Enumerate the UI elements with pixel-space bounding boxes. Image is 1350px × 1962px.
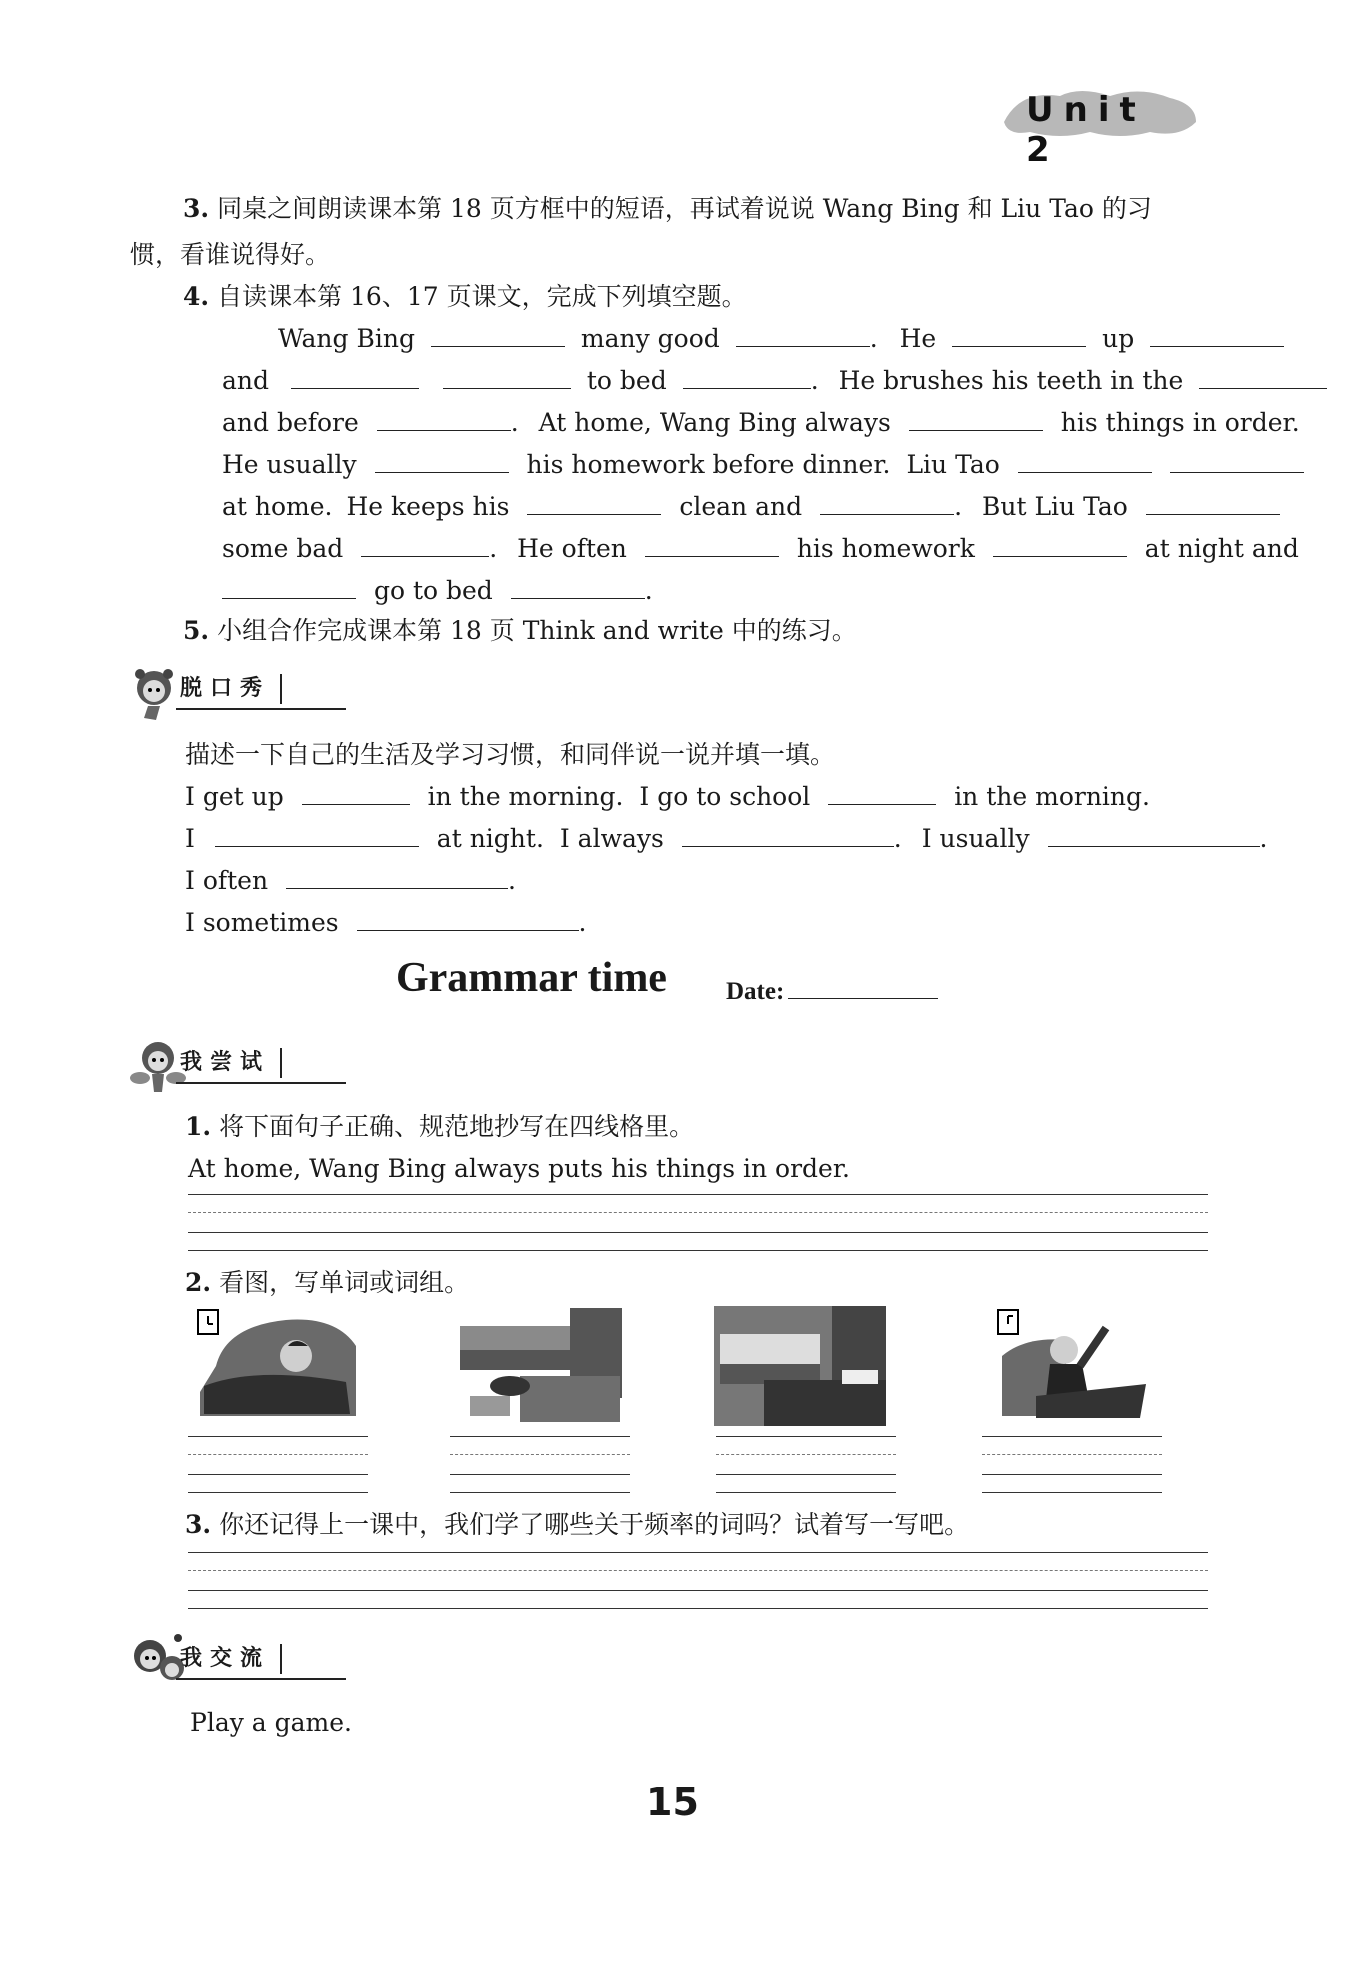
blank-field[interactable] xyxy=(286,864,508,889)
cartoon-girl-icon xyxy=(128,660,184,724)
exchange-text: Play a game. xyxy=(190,1708,352,1737)
writing-line xyxy=(188,1590,1208,1591)
blank-field[interactable] xyxy=(361,532,489,557)
q4-text: his things in order. xyxy=(1060,408,1300,437)
blank-field[interactable] xyxy=(1146,490,1280,515)
try-q1-text: 将下面句子正确、规范地抄写在四线格里。 xyxy=(219,1112,695,1141)
try-q3-row xyxy=(185,1508,969,1542)
talk-text: in the morning. xyxy=(427,782,624,811)
blank-field[interactable] xyxy=(215,822,419,847)
blank-field[interactable] xyxy=(1199,364,1327,389)
blank-field[interactable] xyxy=(1048,822,1260,847)
q4-row4 xyxy=(222,448,1304,482)
q4-text: at night and xyxy=(1144,534,1299,563)
grammar-time-title: Grammar time xyxy=(396,955,667,1001)
unit-badge xyxy=(1000,86,1200,170)
period: . xyxy=(810,366,819,395)
period: . xyxy=(510,408,519,437)
talk-show-header xyxy=(128,660,368,710)
q4-text: He often xyxy=(517,534,627,563)
q4-text: up xyxy=(1102,324,1135,353)
q4-text: to bed xyxy=(586,366,667,395)
blank-field[interactable] xyxy=(993,532,1127,557)
writing-line xyxy=(188,1552,1208,1553)
talk-row1 xyxy=(185,780,1150,814)
try-q1-row xyxy=(185,1110,694,1144)
picture-messy-room xyxy=(450,1306,626,1426)
blank-field[interactable] xyxy=(736,322,870,347)
picture-boy-getting-up xyxy=(996,1306,1156,1426)
blank-field[interactable] xyxy=(431,322,565,347)
q4-row1 xyxy=(278,322,1284,356)
cartoon-kids-icon xyxy=(128,1630,188,1696)
writing-line xyxy=(188,1194,1208,1195)
blank-field[interactable] xyxy=(820,490,954,515)
talk-text: I xyxy=(185,824,195,853)
q4-text: his homework xyxy=(796,534,975,563)
try-q2-row xyxy=(185,1266,469,1300)
section-underline xyxy=(176,708,346,710)
q3-line1 xyxy=(183,192,1152,226)
blank-field[interactable] xyxy=(222,574,356,599)
blank-field[interactable] xyxy=(1170,448,1304,473)
writing-line xyxy=(188,1232,1208,1233)
period: . xyxy=(869,324,878,353)
q4-text: But Liu Tao xyxy=(981,492,1128,521)
q4-row7 xyxy=(222,574,653,608)
q4-row6 xyxy=(222,532,1299,566)
q4-text: at home. xyxy=(222,492,333,521)
try-label: 我尝试 xyxy=(180,1048,282,1078)
date-label: Date: xyxy=(726,978,785,1005)
q3-number: 3. xyxy=(183,194,210,223)
blank-field[interactable] xyxy=(909,406,1043,431)
try-q1-number: 1. xyxy=(185,1112,212,1141)
try-header xyxy=(128,1034,368,1084)
talk-text: at night. xyxy=(436,824,544,853)
try-q3-text: 你还记得上一课中，我们学了哪些关于频率的词吗？试着写一写吧。 xyxy=(219,1510,970,1539)
q4-text: and before xyxy=(222,408,359,437)
q4-row2 xyxy=(222,364,1327,398)
q4-text: clean and xyxy=(679,492,803,521)
blank-field[interactable] xyxy=(952,322,1086,347)
q4-text: He xyxy=(899,324,937,353)
talk-row2 xyxy=(185,822,1267,856)
period: . xyxy=(1259,824,1268,853)
blank-field[interactable] xyxy=(828,780,936,805)
q5-row xyxy=(183,614,857,648)
picture-boy-in-bed xyxy=(196,1306,366,1426)
talk-row3 xyxy=(185,864,516,898)
q4-text: some bad xyxy=(222,534,344,563)
section-underline xyxy=(176,1678,346,1680)
try-q1-sentence: At home, Wang Bing always puts his things in order. xyxy=(188,1154,850,1183)
blank-field[interactable] xyxy=(377,406,511,431)
period: . xyxy=(954,492,963,521)
date-field[interactable] xyxy=(788,974,938,999)
period: . xyxy=(578,908,587,937)
section-underline xyxy=(176,1082,346,1084)
q4-text: and xyxy=(222,366,270,395)
q4-text: He usually xyxy=(222,450,357,479)
q3-line2: 惯，看谁说得好。 xyxy=(130,240,331,269)
blank-field[interactable] xyxy=(1018,448,1152,473)
talk-show-intro: 描述一下自己的生活及学习习惯，和同伴说一说并填一填。 xyxy=(185,740,836,769)
try-q2-number: 2. xyxy=(185,1268,212,1297)
blank-field[interactable] xyxy=(357,906,579,931)
writing-line xyxy=(188,1250,1208,1251)
talk-text: I always xyxy=(559,824,664,853)
talk-text: I often xyxy=(185,866,269,895)
q4-row5 xyxy=(222,490,1280,524)
blank-field[interactable] xyxy=(645,532,779,557)
writing-line xyxy=(188,1212,1208,1213)
q4-text: many good xyxy=(580,324,720,353)
writing-line xyxy=(188,1570,1208,1571)
q4-text: Liu Tao xyxy=(906,450,1000,479)
blank-field[interactable] xyxy=(1150,322,1284,347)
try-q2-text: 看图，写单词或词组。 xyxy=(219,1268,470,1297)
cartoon-bee-girl-icon xyxy=(128,1034,188,1104)
q4-text: his homework before dinner. xyxy=(526,450,891,479)
q5-number: 5. xyxy=(183,616,210,645)
q4-instruction-row xyxy=(183,280,747,314)
q5-text: 小组合作完成课本第 18 页 Think and write 中的练习。 xyxy=(217,616,857,645)
blank-field[interactable] xyxy=(291,364,419,389)
blank-field[interactable] xyxy=(302,780,410,805)
picture-tidy-room xyxy=(714,1306,886,1426)
talk-text: I sometimes xyxy=(185,908,339,937)
q4-row3 xyxy=(222,406,1300,440)
q4-text: He keeps his xyxy=(346,492,510,521)
talk-text: I usually xyxy=(921,824,1030,853)
period: . xyxy=(893,824,902,853)
period: . xyxy=(508,866,516,895)
q4-text: At home, Wang Bing always xyxy=(538,408,891,437)
unit-label: Unit 2 xyxy=(1026,90,1146,170)
blank-field[interactable] xyxy=(527,490,661,515)
q4-text: go to bed xyxy=(373,576,493,605)
date-row xyxy=(726,974,938,1006)
q4-instruction: 自读课本第 16、17 页课文，完成下列填空题。 xyxy=(217,282,747,311)
exchange-header xyxy=(128,1630,368,1680)
q4-number: 4. xyxy=(183,282,210,311)
talk-text: I get up xyxy=(185,782,284,811)
blank-field[interactable] xyxy=(443,364,571,389)
talk-show-label: 脱口秀 xyxy=(180,674,282,704)
period: . xyxy=(644,576,653,605)
talk-text: I go to school xyxy=(639,782,811,811)
page-number: 15 xyxy=(646,1780,699,1824)
period: . xyxy=(489,534,498,563)
blank-field[interactable] xyxy=(375,448,509,473)
try-q3-number: 3. xyxy=(185,1510,212,1539)
exchange-label: 我交流 xyxy=(180,1644,282,1674)
q4-text: He brushes his teeth in the xyxy=(838,366,1184,395)
blank-field[interactable] xyxy=(511,574,645,599)
blank-field[interactable] xyxy=(683,364,811,389)
q4-text: Wang Bing xyxy=(278,324,415,353)
blank-field[interactable] xyxy=(682,822,894,847)
talk-text: in the morning. xyxy=(954,782,1150,811)
q3-text-line1: 同桌之间朗读课本第 18 页方框中的短语，再试着说说 Wang Bing 和 Liu Tao 的习 xyxy=(217,194,1152,223)
talk-row4 xyxy=(185,906,586,940)
writing-line xyxy=(188,1608,1208,1609)
